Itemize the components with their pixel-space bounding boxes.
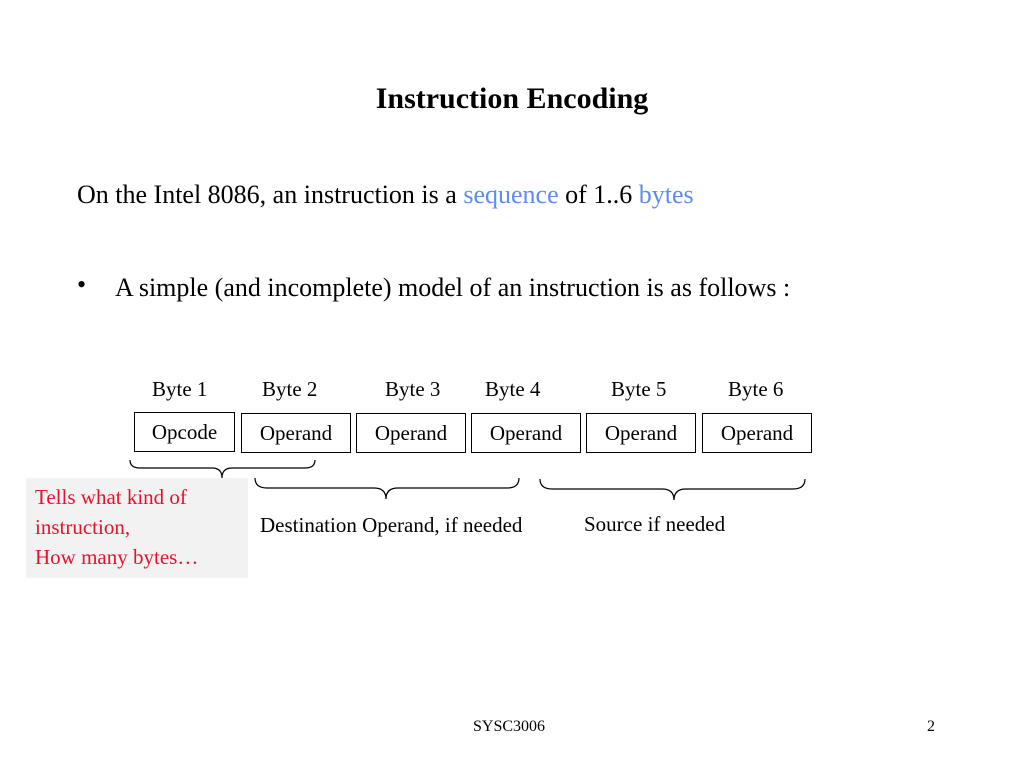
opcode-box: Opcode	[134, 412, 235, 452]
bullet-marker: •	[77, 270, 87, 299]
operand-box-5: Operand	[586, 413, 696, 453]
callout-line-2: instruction,	[35, 515, 131, 539]
destination-brace	[255, 478, 519, 499]
byte-label-6: Byte 6	[728, 377, 784, 401]
destination-label: Destination Operand, if needed	[260, 513, 523, 537]
footer-course: SYSC3006	[473, 718, 546, 735]
intro-middle: of 1..6	[558, 180, 639, 209]
byte-label-4: Byte 4	[485, 377, 541, 401]
byte-label-2: Byte 2	[262, 377, 318, 401]
operand-box-3: Operand	[356, 413, 466, 453]
source-label: Source if needed	[584, 512, 726, 536]
byte-label-5: Byte 5	[611, 377, 667, 401]
intro-highlight-sequence: sequence	[463, 180, 559, 209]
intro-highlight-bytes: bytes	[638, 180, 694, 209]
footer-page-number: 2	[927, 718, 935, 735]
intro-prefix: On the Intel 8086, an instruction is a	[77, 180, 464, 209]
byte-label-1: Byte 1	[152, 377, 208, 401]
callout-line-1: Tells what kind of	[35, 485, 187, 509]
callout-line-3: How many bytes…	[35, 545, 199, 569]
operand-box-2: Operand	[241, 413, 351, 453]
bullet-text: A simple (and incomplete) model of an instruction is as follows :	[115, 273, 791, 302]
byte-label-3: Byte 3	[385, 377, 441, 401]
operand-box-6: Operand	[702, 413, 812, 453]
operand-box-4: Operand	[471, 413, 581, 453]
opcode-callout	[26, 478, 248, 578]
slide-title: Instruction Encoding	[375, 82, 649, 115]
source-brace	[540, 479, 805, 500]
opcode-brace	[130, 460, 315, 478]
